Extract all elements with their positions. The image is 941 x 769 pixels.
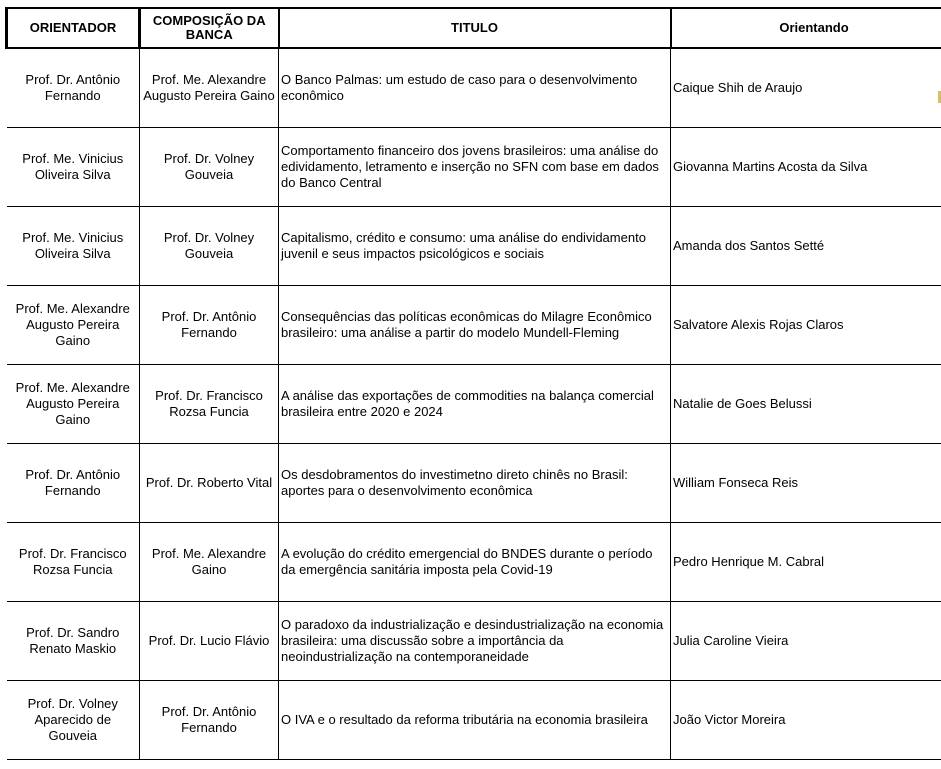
header-orientador[interactable]: ORIENTADOR bbox=[7, 8, 140, 48]
cell-orientando[interactable]: Julia Caroline Vieira bbox=[671, 602, 941, 681]
cell-orientador[interactable]: Prof. Dr. Antônio Fernando bbox=[7, 48, 140, 128]
cell-orientador[interactable]: Prof. Me. Vinicius Oliveira Silva bbox=[7, 207, 140, 286]
cell-banca[interactable]: Prof. Dr. Antônio Fernando bbox=[140, 681, 279, 760]
table-row bbox=[7, 681, 941, 760]
cell-orientador[interactable]: Prof. Dr. Antônio Fernando bbox=[7, 444, 140, 523]
table-row bbox=[7, 286, 941, 365]
header-banca[interactable]: COMPOSIÇÃO DA BANCA bbox=[140, 8, 279, 48]
cell-titulo[interactable]: A análise das exportações de commodities na balança comercial brasileira entre 2020 e 2024 bbox=[279, 365, 671, 444]
cell-orientador[interactable]: Prof. Dr. Sandro Renato Maskio bbox=[7, 602, 140, 681]
cell-banca[interactable]: Prof. Me. Alexandre Augusto Pereira Gaino bbox=[140, 48, 279, 128]
cell-banca[interactable]: Prof. Dr. Roberto Vital bbox=[140, 444, 279, 523]
cell-orientando[interactable]: Pedro Henrique M. Cabral bbox=[671, 523, 941, 602]
cell-banca[interactable]: Prof. Dr. Volney Gouveia bbox=[140, 128, 279, 207]
table-row bbox=[7, 207, 941, 286]
cell-orientador[interactable]: Prof. Me. Vinicius Oliveira Silva bbox=[7, 128, 140, 207]
table-row bbox=[7, 444, 941, 523]
cell-titulo[interactable]: Os desdobramentos do investimetno direto chinês no Brasil: aportes para o desenvolvimento econômica bbox=[279, 444, 671, 523]
table-row bbox=[7, 523, 941, 602]
cell-banca[interactable]: Prof. Dr. Francisco Rozsa Funcia bbox=[140, 365, 279, 444]
table-row bbox=[7, 602, 941, 681]
cell-orientador[interactable]: Prof. Me. Alexandre Augusto Pereira Gaino bbox=[7, 365, 140, 444]
cell-banca[interactable]: Prof. Me. Alexandre Gaino bbox=[140, 523, 279, 602]
cell-titulo[interactable]: Capitalismo, crédito e consumo: uma análise do endividamento juvenil e seus impactos psicológicos e sociais bbox=[279, 207, 671, 286]
cell-titulo[interactable]: Consequências das políticas econômicas do Milagre Econômico brasileiro: uma análise a partir do modelo Mundell-Fleming bbox=[279, 286, 671, 365]
cell-orientando[interactable]: João Victor Moreira bbox=[671, 681, 941, 760]
header-titulo[interactable]: TITULO bbox=[279, 8, 671, 48]
cell-banca[interactable]: Prof. Dr. Volney Gouveia bbox=[140, 207, 279, 286]
cell-orientando[interactable]: Amanda dos Santos Setté bbox=[671, 207, 941, 286]
cell-titulo[interactable]: O paradoxo da industrialização e desindustrialização na economia brasileira: uma discussão sobre a importância da neoindustrialização na contemporaneidade bbox=[279, 602, 671, 681]
cell-orientador[interactable]: Prof. Dr. Francisco Rozsa Funcia bbox=[7, 523, 140, 602]
cell-titulo[interactable]: A evolução do crédito emergencial do BNDES durante o período da emergência sanitária imposta pela Covid-19 bbox=[279, 523, 671, 602]
cell-banca[interactable]: Prof. Dr. Lucio Flávio bbox=[140, 602, 279, 681]
cell-banca[interactable]: Prof. Dr. Antônio Fernando bbox=[140, 286, 279, 365]
table-row bbox=[7, 48, 941, 128]
thesis-committee-table bbox=[5, 7, 941, 760]
table-row bbox=[7, 128, 941, 207]
cell-titulo[interactable]: Comportamento financeiro dos jovens brasileiros: uma análise do edividamento, letramento e inserção no SFN com base em dados do Banco Central bbox=[279, 128, 671, 207]
cell-orientando[interactable]: William Fonseca Reis bbox=[671, 444, 941, 523]
cell-orientador[interactable]: Prof. Me. Alexandre Augusto Pereira Gaino bbox=[7, 286, 140, 365]
table-row bbox=[7, 365, 941, 444]
header-orientando[interactable]: Orientando bbox=[671, 8, 941, 48]
cell-orientando[interactable]: Caique Shih de Araujo bbox=[671, 48, 941, 128]
cell-titulo[interactable]: O Banco Palmas: um estudo de caso para o desenvolvimento econômico bbox=[279, 48, 671, 128]
cell-titulo[interactable]: O IVA e o resultado da reforma tributária na economia brasileira bbox=[279, 681, 671, 760]
cell-orientando[interactable]: Natalie de Goes Belussi bbox=[671, 365, 941, 444]
header-row bbox=[7, 8, 941, 48]
cell-orientando[interactable]: Giovanna Martins Acosta da Silva bbox=[671, 128, 941, 207]
cell-orientador[interactable]: Prof. Dr. Volney Aparecido de Gouveia bbox=[7, 681, 140, 760]
cell-orientando[interactable]: Salvatore Alexis Rojas Claros bbox=[671, 286, 941, 365]
